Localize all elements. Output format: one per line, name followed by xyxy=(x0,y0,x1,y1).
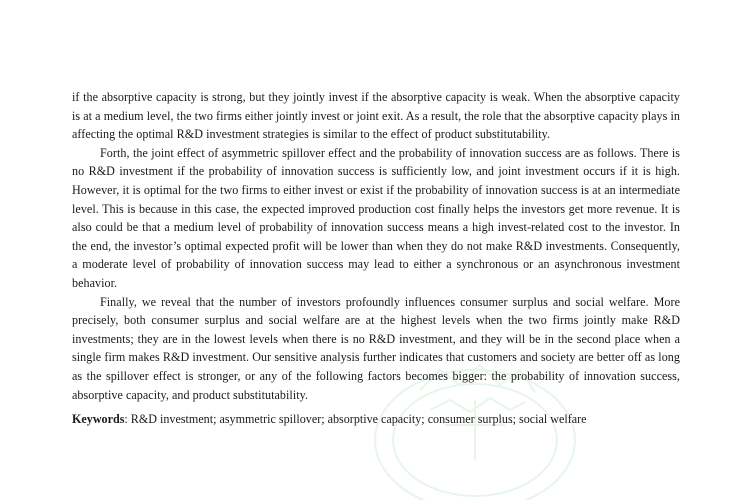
paragraph-investors-welfare: Finally, we reveal that the number of investors profoundly influences consumer surplus and social welfare. More precisely, both consumer surplus and social welfare are at the highest levels when the two firms jointly make R&D investments; they are in the lowest levels when there is no R&D investment, and they will be in the second place when a single firm makes R&D investment. Our sensitive analysis further indicates that customers and society are better off as long as the spillover effect is stronger, or any of the following factors becomes bigger: the probability of innovation success, absorptive capacity, and product substitutability. xyxy=(72,294,680,402)
keywords-line xyxy=(72,410,680,429)
keywords-text: : R&D investment; asymmetric spillover; absorptive capacity; consumer surplus; social welfare xyxy=(124,412,587,427)
paragraph-absorptive-capacity: if the absorptive capacity is strong, but they jointly invest if the absorptive capacity is weak. When the absorptive capacity is at a medium level, the two firms either jointly invest or joint exit. As a result, the role that the absorptive capacity plays in affecting the optimal R&D investment strategies is similar to the effect of product substitutability. xyxy=(72,90,680,142)
keywords-label: Keywords xyxy=(72,412,125,427)
body-text xyxy=(72,88,680,429)
paragraph-spillover-probability: Forth, the joint effect of asymmetric spillover effect and the probability of innovation success are as follows. There is no R&D investment if the probability of innovation success is sufficiently low, and joint investment occurs if it is high. However, it is optimal for the two firms to either invest or exist if the probability of innovation success is at an intermediate level. This is because in this case, the expected improved production cost finally helps the investors get more revenue. It is also could be that a medium level of probability of innovation success means a high invest-related cost to the investor. In the end, the investor’s optimal expected profit will be lower than when they do not make R&D investments. Consequently, a moderate level of probability of innovation success may lead to either a synchronous or an asynchronous investment behavior. xyxy=(72,145,680,290)
